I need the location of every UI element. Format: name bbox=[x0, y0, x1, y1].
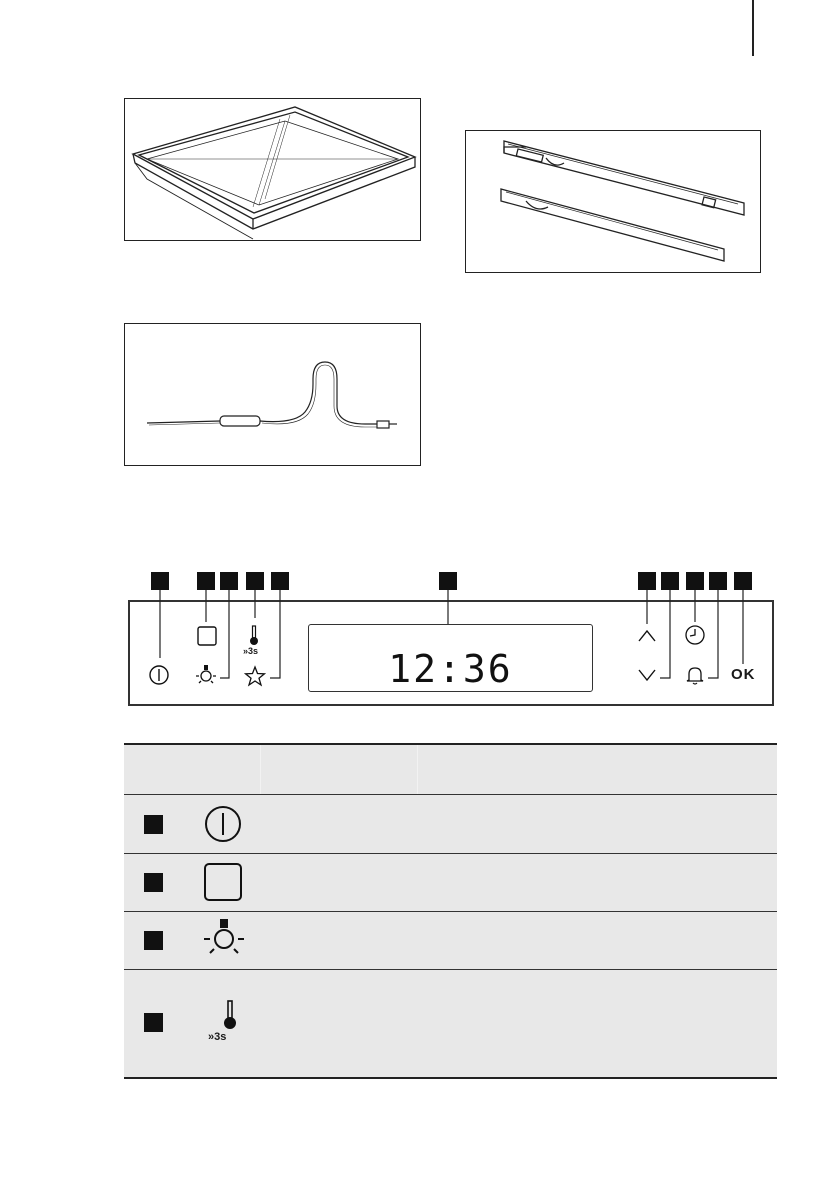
power-icon bbox=[203, 804, 243, 844]
food-sensor-icon bbox=[125, 324, 422, 467]
clock-icon[interactable] bbox=[684, 624, 706, 646]
table-header-row bbox=[124, 745, 777, 795]
power-icon[interactable] bbox=[148, 664, 170, 686]
bell-icon[interactable] bbox=[684, 664, 706, 686]
table-row bbox=[124, 912, 777, 970]
light-icon bbox=[202, 918, 246, 962]
telescopic-runners-figure bbox=[465, 130, 761, 273]
time-display bbox=[308, 624, 593, 692]
table-row bbox=[124, 795, 777, 854]
thermometer-3s-icon bbox=[222, 1000, 238, 1030]
thermometer-icon[interactable] bbox=[248, 625, 260, 647]
page-corner-line bbox=[752, 0, 754, 56]
controls-table bbox=[124, 743, 777, 1079]
up-arrow-icon[interactable] bbox=[637, 629, 657, 643]
baking-tray-figure bbox=[124, 98, 421, 241]
runner-rails-icon bbox=[466, 131, 762, 274]
table-row bbox=[124, 854, 777, 912]
column-divider bbox=[417, 745, 418, 794]
row-number-marker bbox=[144, 931, 163, 950]
down-arrow-icon[interactable] bbox=[637, 668, 657, 682]
light-icon[interactable] bbox=[194, 664, 218, 688]
square-icon[interactable] bbox=[197, 626, 217, 646]
row-number-marker bbox=[144, 873, 163, 892]
column-divider bbox=[260, 745, 261, 794]
thermo-3s-label: »3s bbox=[208, 1031, 227, 1043]
star-icon[interactable] bbox=[244, 665, 266, 687]
row-number-marker bbox=[144, 815, 163, 834]
baking-tray-icon bbox=[125, 99, 422, 242]
food-sensor-figure bbox=[124, 323, 421, 466]
thermo-3s-label: »3s bbox=[243, 646, 259, 656]
table-row bbox=[124, 970, 777, 1077]
ok-button[interactable]: OK bbox=[731, 666, 756, 683]
square-icon bbox=[203, 862, 243, 902]
display-time: 12:36 bbox=[388, 647, 513, 691]
row-number-marker bbox=[144, 1013, 163, 1032]
